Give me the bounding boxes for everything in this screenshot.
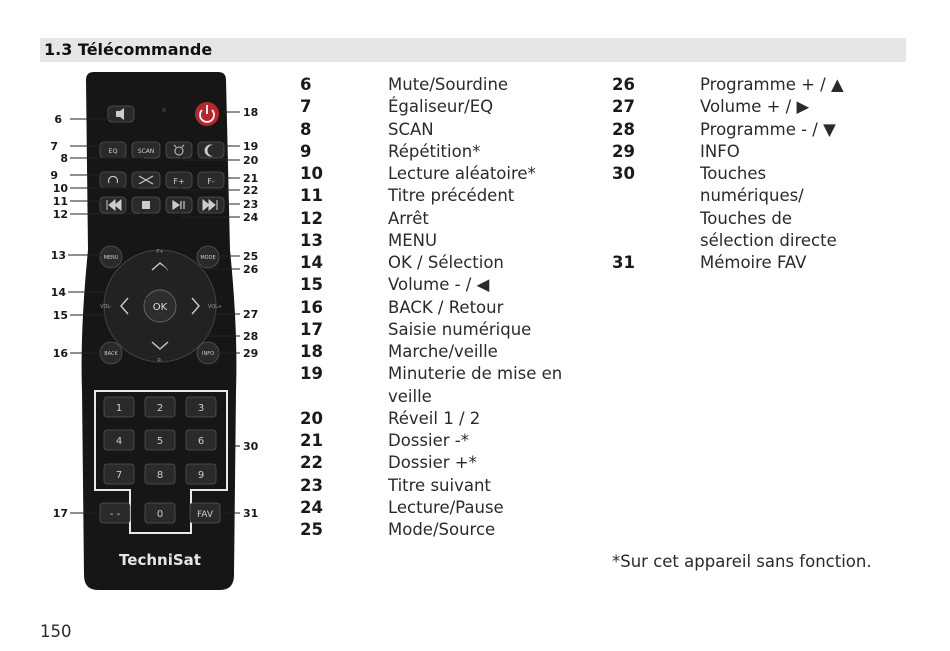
- alarm-button: [166, 142, 192, 158]
- legend-item: 31 Mémoire FAV: [612, 253, 807, 272]
- ok-label: OK: [152, 302, 168, 313]
- key-fav: FAV: [196, 510, 214, 520]
- key-dashes: - -: [109, 509, 121, 520]
- key-6: 6: [197, 436, 205, 447]
- sleep-button: [198, 142, 224, 158]
- info-label: INFO: [201, 351, 215, 357]
- callout-24: 24: [243, 211, 259, 224]
- legend-item: 23 Titre suivant: [300, 475, 491, 495]
- back-label: BACK: [104, 351, 118, 357]
- callout-25: 25: [243, 250, 259, 263]
- legend-item: 7 Égaliseur/EQ: [300, 97, 494, 117]
- legend-item: 14 OK / Sélection: [300, 253, 504, 272]
- callout-15: 15: [52, 309, 68, 322]
- legend-item: 11 Titre précédent: [300, 186, 515, 206]
- callout-7: 7: [50, 140, 58, 153]
- legend-item: 12 Arrêt: [300, 208, 429, 228]
- footnote: *Sur cet appareil sans fonction.: [612, 552, 872, 571]
- brand-logo: TechniSat: [119, 551, 201, 569]
- legend-column-2: [612, 74, 912, 274]
- callout-9: 9: [50, 169, 58, 182]
- legend-column-1: [300, 74, 600, 541]
- page-number: 150: [40, 622, 72, 641]
- callout-19: 19: [243, 140, 259, 153]
- folder-minus-label: F-: [207, 177, 215, 186]
- legend-item: 28 Programme - / ▼: [612, 119, 836, 139]
- repeat-button: [100, 172, 126, 188]
- menu-label: MENU: [103, 255, 119, 261]
- callout-10: 10: [52, 182, 68, 195]
- callout-21: 21: [243, 172, 259, 185]
- remote-svg: [40, 70, 280, 610]
- legend-item: 9 Répétition*: [300, 141, 481, 161]
- legend-item: 30 Touches numériques/ Touches de sélection directe: [612, 164, 837, 250]
- callout-17: 17: [52, 507, 68, 520]
- remote-illustration: [40, 70, 280, 610]
- legend-item: 6 Mute/Sourdine: [300, 75, 509, 94]
- key-0: 0: [156, 509, 164, 520]
- key-4: 4: [115, 436, 123, 447]
- callout-28: 28: [243, 330, 259, 343]
- legend-item: 15 Volume - / ◀: [300, 275, 490, 295]
- callout-8: 8: [60, 152, 68, 165]
- vol-minus-label: VOL-: [100, 304, 112, 310]
- key-9: 9: [197, 470, 205, 481]
- callout-11: 11: [52, 195, 68, 208]
- legend-item: 16 BACK / Retour: [300, 297, 504, 317]
- p-minus-label: P-: [157, 358, 163, 364]
- legend-item: 21 Dossier -*: [300, 431, 469, 450]
- legend-item: 19 Minuterie de mise en veille: [300, 364, 563, 406]
- section-header: [40, 38, 906, 62]
- legend-item: 26 Programme + / ▲: [612, 75, 844, 94]
- key-2: 2: [156, 403, 164, 414]
- led-indicator: [162, 108, 166, 112]
- callout-16: 16: [52, 347, 68, 360]
- key-5: 5: [156, 436, 164, 447]
- callout-6: 6: [54, 113, 62, 126]
- legend-item: 27 Volume + / ▶: [612, 97, 810, 117]
- callout-31: 31: [243, 507, 259, 520]
- folder-plus-label: F+: [173, 177, 185, 186]
- legend-item: 17 Saisie numérique: [300, 319, 532, 339]
- legend-item: 25 Mode/Source: [300, 520, 496, 539]
- p-plus-label: P+: [156, 249, 164, 255]
- legend-item: 20 Réveil 1 / 2: [300, 408, 481, 428]
- legend-item: 29 INFO: [612, 141, 740, 161]
- legend-item: 18 Marche/veille: [300, 342, 498, 361]
- callout-12: 12: [52, 208, 68, 221]
- stop-icon: [142, 201, 150, 209]
- key-8: 8: [156, 470, 164, 481]
- mode-label: MODE: [200, 255, 216, 261]
- callout-22: 22: [243, 184, 259, 197]
- callout-20: 20: [243, 154, 259, 167]
- section-title: 1.3 Télécommande: [44, 40, 213, 59]
- scan-label: SCAN: [137, 148, 155, 155]
- legend-item: 24 Lecture/Pause: [300, 497, 504, 517]
- callout-14: 14: [50, 286, 66, 299]
- key-3: 3: [197, 403, 205, 414]
- callout-26: 26: [243, 263, 259, 276]
- legend-item: 10 Lecture aléatoire*: [300, 164, 536, 183]
- eq-label: EQ: [108, 147, 118, 155]
- callout-13: 13: [50, 249, 66, 262]
- key-7: 7: [115, 470, 123, 481]
- vol-plus-label: VOL+: [207, 304, 223, 310]
- callout-18: 18: [243, 106, 259, 119]
- callout-29: 29: [243, 347, 259, 360]
- callout-27: 27: [243, 308, 259, 321]
- legend-item: 22 Dossier +*: [300, 453, 477, 473]
- key-1: 1: [115, 403, 123, 414]
- callout-30: 30: [243, 440, 259, 453]
- legend-item: 13 MENU: [300, 230, 438, 250]
- legend-item: 8 SCAN: [300, 119, 434, 139]
- callout-23: 23: [243, 198, 259, 211]
